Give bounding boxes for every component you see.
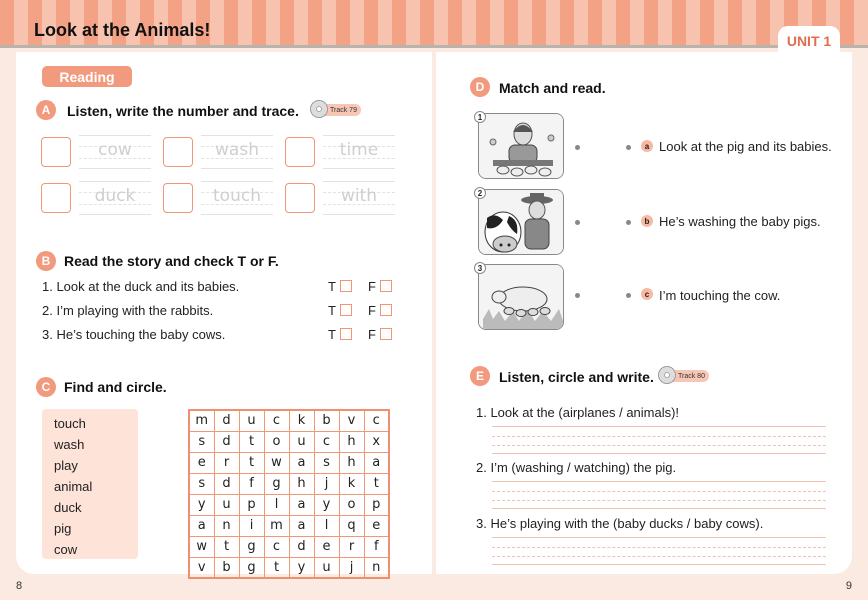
answer-sentence: He’s washing the baby pigs. [659, 214, 821, 229]
section-e-title: Listen, circle and write. [499, 369, 654, 385]
grid-cell[interactable]: c [314, 431, 339, 452]
answer-letter-badge: b [641, 215, 653, 227]
tf-row [42, 279, 402, 297]
false-checkbox[interactable] [380, 280, 392, 292]
section-d-badge: D [470, 77, 490, 97]
grid-cell[interactable]: g [264, 473, 289, 494]
true-checkbox[interactable] [340, 304, 352, 316]
trace-word: cow [98, 140, 132, 160]
trace-word: time [339, 140, 379, 160]
grid-cell[interactable]: o [264, 431, 289, 452]
f-label: F [368, 303, 376, 318]
grid-cell[interactable]: l [264, 494, 289, 515]
picture-man-and-cow [478, 189, 564, 255]
grid-cell[interactable]: m [264, 515, 289, 536]
grid-cell[interactable]: c [264, 536, 289, 557]
word-bank-item: cow [54, 542, 78, 557]
grid-cell[interactable]: y [189, 494, 214, 515]
grid-row [189, 494, 389, 515]
grid-cell[interactable]: y [289, 557, 314, 578]
section-e-badge: E [470, 366, 490, 386]
grid-cell[interactable]: u [289, 431, 314, 452]
grid-cell[interactable]: x [364, 431, 389, 452]
grid-cell[interactable]: b [214, 557, 239, 578]
grid-cell[interactable]: s [189, 473, 214, 494]
grid-cell[interactable]: e [314, 536, 339, 557]
grid-cell[interactable]: u [314, 557, 339, 578]
answer-sentence: Look at the pig and its babies. [659, 139, 832, 154]
true-checkbox[interactable] [340, 280, 352, 292]
writing-lines[interactable] [492, 481, 826, 509]
trace-word: with [340, 186, 378, 206]
grid-row [189, 515, 389, 536]
reading-label: Reading [42, 66, 132, 87]
trace-item-duck [41, 181, 161, 215]
true-checkbox[interactable] [340, 328, 352, 340]
tf-sentence: 2. I’m playing with the rabbits. [42, 303, 214, 318]
section-c-title: Find and circle. [64, 379, 167, 395]
grid-cell[interactable]: t [214, 536, 239, 557]
false-checkbox[interactable] [380, 304, 392, 316]
unit-tab: UNIT 1 [778, 26, 840, 56]
trace-lines [201, 135, 273, 169]
grid-cell[interactable]: m [189, 410, 214, 431]
section-b-badge: B [36, 251, 56, 271]
grid-cell[interactable]: n [214, 515, 239, 536]
trace-word: wash [215, 140, 259, 160]
picture-number: 2 [474, 187, 486, 199]
tf-row [42, 327, 402, 345]
t-label: T [328, 279, 336, 294]
grid-row [189, 452, 389, 473]
picture-number: 3 [474, 262, 486, 274]
grid-cell[interactable]: e [364, 515, 389, 536]
grid-cell[interactable]: f [239, 473, 264, 494]
section-b-title: Read the story and check T or F. [64, 253, 279, 269]
trace-lines [79, 181, 151, 215]
grid-cell[interactable]: v [189, 557, 214, 578]
false-option [368, 303, 376, 318]
trace-lines [323, 181, 395, 215]
page-number-left: 8 [16, 580, 23, 592]
grid-cell[interactable]: y [314, 494, 339, 515]
word-bank-item: touch [54, 416, 86, 431]
pig-and-piglets-illustration [479, 265, 564, 330]
grid-cell[interactable]: w [189, 536, 214, 557]
section-d-title: Match and read. [499, 80, 606, 96]
picture-number: 1 [474, 111, 486, 123]
grid-cell[interactable]: l [314, 515, 339, 536]
grid-row [189, 557, 389, 578]
cd-icon [310, 100, 328, 118]
grid-cell[interactable]: n [364, 557, 389, 578]
grid-cell[interactable]: i [239, 515, 264, 536]
word-bank-item: pig [54, 521, 72, 536]
false-option [368, 327, 376, 342]
grid-cell[interactable]: p [364, 494, 389, 515]
grid-cell[interactable]: d [214, 431, 239, 452]
grid-cell[interactable]: a [189, 515, 214, 536]
grid-cell[interactable]: e [189, 452, 214, 473]
number-box[interactable] [285, 183, 315, 213]
false-checkbox[interactable] [380, 328, 392, 340]
match-dot-left[interactable] [575, 293, 580, 298]
word-search-grid [188, 409, 390, 579]
f-label: F [368, 327, 376, 342]
match-dot-right[interactable] [626, 220, 631, 225]
page-title: Look at the Animals! [34, 20, 211, 40]
match-dot-left[interactable] [575, 145, 580, 150]
trace-item-cow [41, 135, 161, 169]
grid-cell[interactable]: a [364, 452, 389, 473]
match-dot-left[interactable] [575, 220, 580, 225]
picture-woman-cooking [478, 113, 564, 179]
answer-letter-badge: a [641, 140, 653, 152]
section-c-badge: C [36, 377, 56, 397]
answer-letter-badge: c [641, 288, 653, 300]
true-option [328, 327, 336, 342]
grid-cell[interactable]: a [289, 515, 314, 536]
grid-cell[interactable]: u [214, 494, 239, 515]
grid-cell[interactable]: h [339, 431, 364, 452]
word-bank-item: duck [54, 500, 82, 515]
false-option [368, 279, 376, 294]
number-box[interactable] [285, 137, 315, 167]
grid-cell[interactable]: a [289, 494, 314, 515]
grid-cell[interactable]: b [314, 410, 339, 431]
track-80-button[interactable] [662, 370, 709, 382]
trace-word: touch [213, 186, 261, 206]
page-number-right: 9 [845, 580, 852, 592]
grid-cell[interactable]: a [289, 452, 314, 473]
trace-lines [79, 135, 151, 169]
word-bank-item: animal [54, 479, 93, 494]
trace-item-touch [163, 181, 283, 215]
word-bank-item: play [54, 458, 78, 473]
grid-cell[interactable]: r [214, 452, 239, 473]
match-dot-right[interactable] [626, 293, 631, 298]
number-box[interactable] [163, 137, 193, 167]
grid-cell[interactable]: c [364, 410, 389, 431]
grid-row [189, 431, 389, 452]
grid-cell[interactable]: d [214, 473, 239, 494]
match-dot-right[interactable] [626, 145, 631, 150]
exercise-e-item: 1. Look at the (airplanes / animals)! [476, 405, 680, 420]
grid-cell[interactable]: w [264, 452, 289, 473]
track-80-label: Track 80 [678, 372, 705, 380]
grid-row [189, 410, 389, 431]
grid-cell[interactable]: p [239, 494, 264, 515]
grid-cell[interactable]: k [289, 410, 314, 431]
number-box[interactable] [41, 183, 71, 213]
word-bank-item: wash [54, 437, 85, 452]
grid-cell[interactable]: u [239, 410, 264, 431]
track-79-button[interactable] [314, 104, 361, 116]
grid-cell[interactable]: r [339, 536, 364, 557]
trace-item-wash [163, 135, 283, 169]
grid-cell[interactable]: g [239, 557, 264, 578]
exercise-e-item: 2. I’m (washing / watching) the pig. [476, 460, 677, 475]
number-box[interactable] [163, 183, 193, 213]
grid-cell[interactable]: t [239, 452, 264, 473]
grid-cell[interactable]: s [189, 431, 214, 452]
t-label: T [328, 327, 336, 342]
grid-row [189, 536, 389, 557]
woman-cooking-illustration [479, 114, 564, 179]
grid-cell[interactable]: j [314, 473, 339, 494]
answer-sentence: I’m touching the cow. [659, 288, 781, 303]
trace-word: duck [94, 186, 136, 206]
writing-lines[interactable] [492, 426, 826, 454]
grid-row [189, 473, 389, 494]
grid-cell[interactable]: k [339, 473, 364, 494]
cd-icon [658, 366, 676, 384]
grid-cell[interactable]: g [239, 536, 264, 557]
tf-sentence: 1. Look at the duck and its babies. [42, 279, 240, 294]
word-bank [42, 409, 138, 559]
grid-cell[interactable]: h [289, 473, 314, 494]
true-option [328, 279, 336, 294]
trace-item-with [285, 181, 405, 215]
exercise-e-item: 3. He’s playing with the (baby ducks / baby cows). [476, 516, 764, 531]
true-option [328, 303, 336, 318]
grid-cell[interactable]: t [364, 473, 389, 494]
grid-cell[interactable]: v [339, 410, 364, 431]
grid-cell[interactable]: t [264, 557, 289, 578]
trace-item-time [285, 135, 405, 169]
grid-cell[interactable]: c [264, 410, 289, 431]
tf-row [42, 303, 402, 321]
grid-cell[interactable]: t [239, 431, 264, 452]
grid-cell[interactable]: d [289, 536, 314, 557]
grid-cell[interactable]: j [339, 557, 364, 578]
grid-cell[interactable]: o [339, 494, 364, 515]
man-and-cow-illustration [479, 190, 564, 255]
f-label: F [368, 279, 376, 294]
trace-lines [323, 135, 395, 169]
grid-cell[interactable]: q [339, 515, 364, 536]
grid-cell[interactable]: d [214, 410, 239, 431]
number-box[interactable] [41, 137, 71, 167]
section-a-badge: A [36, 100, 56, 120]
trace-lines [201, 181, 273, 215]
section-a-title: Listen, write the number and trace. [67, 103, 299, 119]
t-label: T [328, 303, 336, 318]
writing-lines[interactable] [492, 537, 826, 565]
picture-pig-and-piglets [478, 264, 564, 330]
tf-sentence: 3. He’s touching the baby cows. [42, 327, 226, 342]
track-79-label: Track 79 [330, 106, 357, 114]
grid-cell[interactable]: h [339, 452, 364, 473]
grid-cell[interactable]: f [364, 536, 389, 557]
grid-cell[interactable]: s [314, 452, 339, 473]
